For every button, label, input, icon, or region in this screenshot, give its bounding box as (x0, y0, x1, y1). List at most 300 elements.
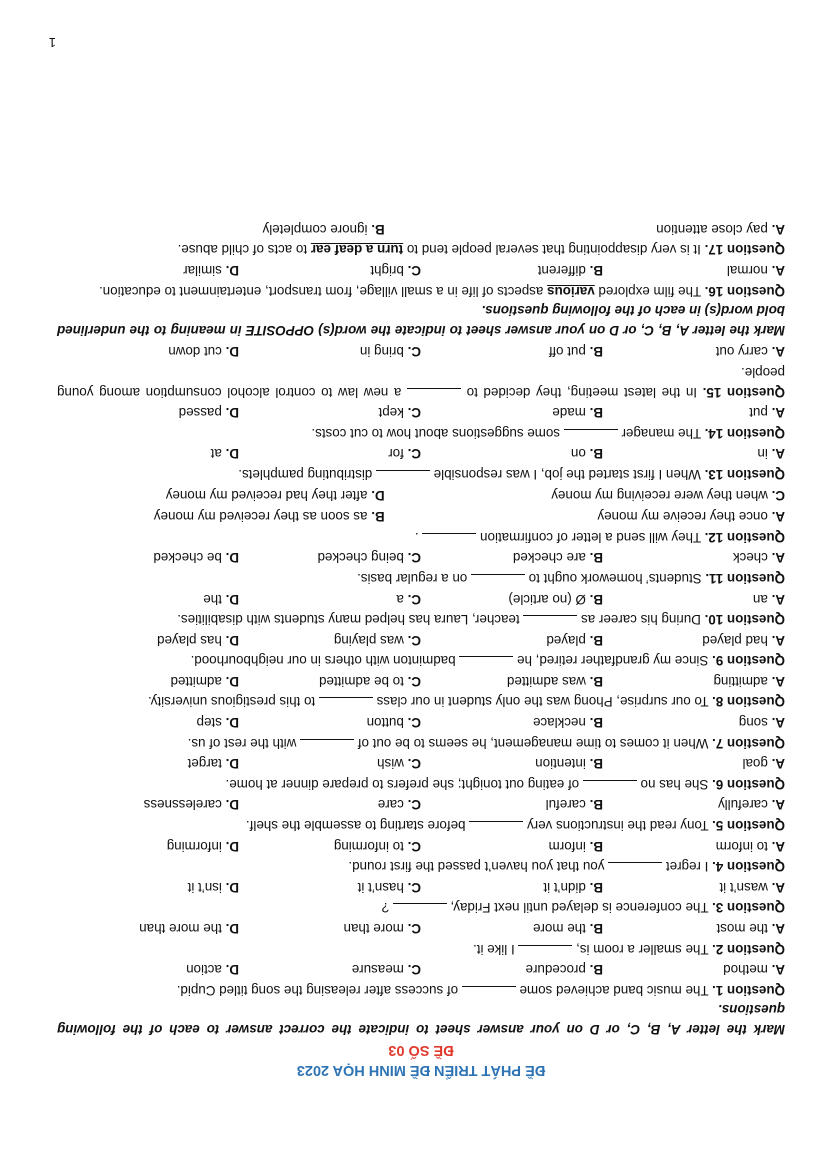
option-text: action (186, 962, 222, 978)
option-letter: B. (589, 446, 603, 462)
option-letter: A. (771, 550, 785, 566)
answer-options (57, 753, 785, 775)
option-text: to informing (333, 838, 404, 854)
section-2-instruction: Mark the letter A, B, C, or D on your answer sheet to indicate the word(s) OPPOSITE in meaning to the underlined bold word(s) in each of the following questions. (57, 303, 785, 338)
answer-blank[interactable] (518, 945, 572, 958)
option-text: kept (378, 405, 404, 421)
answer-option[interactable] (57, 443, 239, 465)
question-stem-end: . (414, 529, 423, 545)
answer-option[interactable] (57, 402, 239, 424)
answer-option[interactable] (239, 588, 421, 610)
question-stem-end: I like it. (473, 941, 519, 957)
question-stem-start: To our surprise, Phong was the only student in our class (372, 694, 713, 710)
exam-title: ĐỀ PHÁT TRIỂN ĐỀ MINH HỌA 2023 (296, 1062, 546, 1078)
answer-option[interactable] (603, 547, 785, 569)
answer-option[interactable] (421, 917, 603, 939)
question-item (57, 218, 785, 259)
option-text: pay close attention (656, 221, 768, 237)
option-text: to inform (715, 838, 768, 854)
question-stem-start: During his career as (577, 612, 705, 628)
answer-option[interactable] (603, 753, 785, 775)
answer-option[interactable] (421, 341, 603, 363)
question-text (57, 939, 785, 959)
page-number: 1 (48, 35, 56, 50)
option-letter: A. (771, 446, 785, 462)
answer-options (57, 959, 785, 981)
answer-option[interactable] (239, 670, 421, 692)
answer-options (57, 629, 785, 651)
answer-option[interactable] (603, 259, 785, 281)
question-stem-start: I regret (662, 859, 713, 875)
answer-option[interactable] (239, 959, 421, 981)
question-stem-start: The music band achieved some (515, 982, 713, 998)
question-text (57, 774, 785, 794)
option-letter: B. (589, 797, 603, 813)
answer-blank[interactable] (469, 821, 523, 834)
answer-option[interactable] (421, 547, 603, 569)
option-text: once they receive my money (597, 509, 768, 525)
question-stem-start: In the latest meeting, they decided to (461, 384, 703, 400)
answer-option[interactable] (57, 959, 239, 981)
option-text: bring in (359, 344, 404, 360)
answer-option[interactable] (603, 917, 785, 939)
option-text: check (732, 550, 768, 566)
option-text: put (749, 405, 768, 421)
question-item (57, 588, 785, 629)
answer-option[interactable] (239, 794, 421, 816)
answer-blank[interactable] (459, 656, 513, 669)
option-letter: B. (371, 509, 385, 525)
option-text: on (570, 446, 586, 462)
option-letter: D. (225, 446, 239, 462)
option-letter: C. (407, 715, 421, 731)
option-letter: A. (771, 405, 785, 421)
option-letter: C. (407, 879, 421, 895)
question-text (57, 815, 785, 835)
option-letter: C. (407, 550, 421, 566)
answer-option[interactable] (603, 588, 785, 610)
question-item (57, 547, 785, 588)
option-text: carefully (717, 797, 768, 813)
answer-option[interactable] (57, 341, 239, 363)
answer-blank[interactable] (608, 862, 662, 875)
answer-option[interactable] (57, 794, 239, 816)
answer-blank[interactable] (300, 739, 354, 752)
option-letter: A. (771, 673, 785, 689)
answer-option[interactable] (57, 259, 239, 281)
option-letter: B. (589, 405, 603, 421)
answer-option[interactable] (603, 835, 785, 857)
option-text: step (196, 715, 222, 731)
question-number: Question 5. (712, 818, 785, 834)
option-letter: D. (225, 673, 239, 689)
option-letter: A. (771, 591, 785, 607)
option-text: carelessness (143, 797, 222, 813)
section-1-instruction: Mark the letter A, B, C, or D on your answer sheet to indicate the correct answer to each of the following questions. (57, 1002, 785, 1037)
section-2-questions (57, 218, 785, 300)
question-number: Question 10. (704, 612, 785, 628)
option-letter: B. (589, 591, 603, 607)
option-text: target (187, 756, 222, 772)
question-text (57, 568, 785, 588)
answer-blank[interactable] (564, 429, 618, 442)
question-stem-end: aspects of life in a small village, from transport, entertainment to education. (99, 283, 548, 299)
option-text: are checked (512, 550, 586, 566)
option-letter: D. (225, 591, 239, 607)
question-stem-end: distributing pamphlets. (238, 466, 376, 482)
question-item (57, 794, 785, 835)
answer-options (57, 218, 785, 240)
option-letter: A. (771, 715, 785, 731)
answer-option[interactable] (57, 218, 385, 240)
question-number: Question 14. (704, 425, 785, 441)
option-text: made (552, 405, 586, 421)
option-text: at (210, 446, 222, 462)
option-text: the most (716, 921, 768, 937)
question-stem-end: ? (381, 900, 393, 916)
option-letter: B. (589, 838, 603, 854)
answer-options (57, 484, 785, 506)
question-item (57, 629, 785, 670)
answer-options (57, 794, 785, 816)
answer-option[interactable] (421, 670, 603, 692)
question-stem-end: with the rest of us. (187, 735, 301, 751)
question-stem-end: some suggestions about how to cut costs. (311, 425, 564, 441)
answer-options (57, 670, 785, 692)
option-text: bright (370, 263, 404, 279)
question-item (57, 835, 785, 876)
option-letter: C. (407, 591, 421, 607)
answer-options-block (57, 484, 785, 527)
option-text: measure (351, 962, 404, 978)
answer-blank[interactable] (462, 986, 516, 999)
option-text: normal (726, 263, 768, 279)
question-number: Question 2. (712, 941, 785, 957)
question-number: Question 9. (712, 653, 785, 669)
option-letter: C. (407, 263, 421, 279)
answer-option[interactable] (57, 629, 239, 651)
option-text: the more (533, 921, 586, 937)
question-item (57, 670, 785, 711)
answer-option[interactable] (57, 917, 239, 939)
answer-option[interactable] (421, 712, 603, 734)
answer-option[interactable] (603, 341, 785, 363)
option-text: cut down (168, 344, 222, 360)
answer-option[interactable] (385, 484, 785, 506)
option-letter: B. (589, 550, 603, 566)
option-text: informing (166, 838, 222, 854)
option-text: didn’t it (543, 879, 586, 895)
question-text (57, 423, 785, 443)
option-text: different (537, 263, 586, 279)
option-text: hasn’t it (357, 879, 404, 895)
option-letter: B. (589, 632, 603, 648)
question-stem-start: It is very disappointing that several people tend to (403, 242, 705, 258)
answer-option[interactable] (603, 876, 785, 898)
option-letter: A. (771, 221, 785, 237)
question-stem-end: badminton with others in our neighbourhood. (190, 653, 460, 669)
answer-option[interactable] (603, 629, 785, 651)
option-letter: D. (225, 838, 239, 854)
answer-option[interactable] (57, 753, 239, 775)
option-letter: A. (771, 921, 785, 937)
question-text (57, 692, 785, 712)
option-letter: B. (589, 756, 603, 772)
option-letter: A. (771, 344, 785, 360)
answer-option[interactable] (239, 629, 421, 651)
option-letter: A. (771, 756, 785, 772)
answer-option[interactable] (421, 443, 603, 465)
option-letter: D. (371, 487, 385, 503)
question-item (57, 402, 785, 443)
option-letter: A. (771, 263, 785, 279)
option-letter: D. (225, 756, 239, 772)
answer-option[interactable] (421, 835, 603, 857)
option-text: had played (702, 632, 768, 648)
option-text: be checked (153, 550, 222, 566)
question-number: Question 15. (702, 384, 785, 400)
answer-option[interactable] (57, 670, 239, 692)
answer-option[interactable] (239, 917, 421, 939)
question-stem-end: teacher, Laura has helped many students with disabilities. (177, 612, 524, 628)
option-letter: D. (225, 797, 239, 813)
option-text: played (546, 632, 586, 648)
option-text: necklace (533, 715, 586, 731)
option-text: isn’t it (187, 879, 222, 895)
question-stem-end: before starting to assemble the shelf. (245, 818, 470, 834)
option-letter: B. (589, 715, 603, 731)
answer-blank[interactable] (583, 780, 637, 793)
option-letter: D. (225, 550, 239, 566)
question-stem-start: She has no (636, 776, 713, 792)
question-stem-start: They will send a letter of confirmation (476, 529, 705, 545)
question-item (57, 341, 785, 402)
question-stem-end: to acts of child abuse. (177, 242, 311, 258)
option-text: being checked (317, 550, 404, 566)
option-letter: B. (589, 879, 603, 895)
answer-option[interactable] (421, 259, 603, 281)
question-number: Question 13. (704, 466, 785, 482)
option-letter: D. (225, 405, 239, 421)
option-letter: A. (771, 509, 785, 525)
question-text (57, 240, 785, 260)
answer-option[interactable] (239, 259, 421, 281)
question-text (57, 281, 785, 301)
option-letter: C. (407, 921, 421, 937)
option-text: more than (343, 921, 404, 937)
question-number: Question 7. (712, 735, 785, 751)
option-text: a (396, 591, 404, 607)
question-item (57, 712, 785, 753)
answer-option[interactable] (239, 876, 421, 898)
option-text: when they were receiving my money (551, 487, 768, 503)
exam-content (57, 218, 785, 1080)
option-letter: B. (589, 263, 603, 279)
option-text: method (723, 962, 768, 978)
option-letter: B. (371, 221, 385, 237)
answer-options (57, 588, 785, 610)
question-number: Question 12. (704, 529, 785, 545)
answer-option[interactable] (603, 670, 785, 692)
answer-option[interactable] (421, 402, 603, 424)
option-text: was playing (333, 632, 404, 648)
option-letter: C. (407, 344, 421, 360)
question-stem-start: Since my grandfather retired, he (513, 653, 713, 669)
question-stem-start: Students’ homework ought to (524, 570, 706, 586)
answer-option[interactable] (57, 588, 239, 610)
answer-option[interactable] (239, 753, 421, 775)
question-number: Question 3. (712, 900, 785, 916)
answer-options (57, 443, 785, 465)
question-item (57, 876, 785, 917)
option-letter: D. (225, 921, 239, 937)
question-text (57, 733, 785, 753)
option-text: as soon as they received my money (153, 509, 368, 525)
answer-options (57, 506, 785, 528)
answer-blank[interactable] (422, 533, 476, 546)
option-text: in (757, 446, 768, 462)
question-stem-end: of success after releasing the song titled Cupid. (176, 982, 462, 998)
question-number: Question 11. (705, 570, 785, 586)
question-stem-start: The conference is delayed until next Friday, (446, 900, 713, 916)
answer-options (57, 835, 785, 857)
answer-option[interactable] (57, 484, 385, 506)
answer-option[interactable] (603, 794, 785, 816)
answer-option[interactable] (57, 547, 239, 569)
answer-option[interactable] (603, 712, 785, 734)
option-text: song (738, 715, 768, 731)
option-text: wish (377, 756, 404, 772)
answer-blank[interactable] (376, 470, 430, 483)
answer-option[interactable] (57, 712, 239, 734)
answer-options (57, 259, 785, 281)
question-stem-start: Tony read the instructions very (523, 818, 713, 834)
option-text: an (752, 591, 768, 607)
question-number: Question 17. (704, 242, 785, 258)
question-stem-start: The film explored (594, 283, 705, 299)
answer-option[interactable] (385, 506, 785, 528)
answer-blank[interactable] (393, 903, 447, 916)
question-text (57, 527, 785, 547)
answer-option[interactable] (239, 547, 421, 569)
answer-option[interactable] (57, 506, 385, 528)
answer-option[interactable] (385, 218, 785, 240)
option-letter: A. (771, 797, 785, 813)
option-letter: D. (225, 962, 239, 978)
section-1-questions (57, 341, 785, 1000)
answer-option[interactable] (239, 443, 421, 465)
answer-options (57, 712, 785, 734)
option-text: similar (183, 263, 222, 279)
answer-option[interactable] (239, 341, 421, 363)
option-text: procedure (525, 962, 586, 978)
question-stem-end: you that you haven’t passed the first round. (348, 859, 609, 875)
answer-option[interactable] (57, 876, 239, 898)
question-number: Question 6. (712, 776, 785, 792)
question-stem-start: When I first started the job, I was responsible (429, 466, 705, 482)
answer-option[interactable] (603, 959, 785, 981)
question-item (57, 484, 785, 547)
answer-option[interactable] (603, 443, 785, 465)
option-letter: A. (771, 838, 785, 854)
answer-options (57, 876, 785, 898)
option-letter: C. (407, 962, 421, 978)
option-letter: C. (407, 405, 421, 421)
option-text: care (377, 797, 404, 813)
answer-option[interactable] (421, 959, 603, 981)
answer-option[interactable] (421, 876, 603, 898)
option-text: the more than (139, 921, 222, 937)
question-item (57, 443, 785, 484)
answer-blank[interactable] (319, 698, 373, 711)
option-text: Ø (no article) (508, 591, 586, 607)
option-text: careful (545, 797, 586, 813)
option-text: to be admitted (318, 673, 404, 689)
option-letter: C. (407, 673, 421, 689)
question-number: Question 1. (712, 982, 785, 998)
underlined-word: turn a deaf ear (310, 242, 404, 258)
question-stem-start: The manager (617, 425, 705, 441)
answer-option[interactable] (421, 629, 603, 651)
answer-options (57, 917, 785, 939)
underlined-word: various (547, 283, 595, 299)
option-text: button (366, 715, 404, 731)
option-text: for (388, 446, 404, 462)
option-text: admitted (170, 673, 222, 689)
option-text: passed (178, 405, 222, 421)
option-text: put off (548, 344, 586, 360)
option-letter: A. (771, 632, 785, 648)
answer-options (57, 402, 785, 424)
question-text (57, 857, 785, 877)
answer-blank[interactable] (471, 574, 525, 587)
answer-blank[interactable] (407, 388, 461, 401)
option-letter: B. (589, 921, 603, 937)
option-text: carry out (715, 344, 768, 360)
answer-option[interactable] (421, 753, 603, 775)
question-stem-start: When it comes to time management, he seems to be out of (354, 735, 713, 751)
answer-option[interactable] (239, 402, 421, 424)
option-text: inform (548, 838, 586, 854)
option-text: has played (157, 632, 222, 648)
question-stem-start: The smaller a room is, (572, 941, 713, 957)
option-letter: D. (225, 632, 239, 648)
option-letter: D. (225, 344, 239, 360)
option-text: the (203, 591, 222, 607)
answer-option[interactable] (421, 794, 603, 816)
option-letter: B. (589, 962, 603, 978)
question-stem-end: of eating out tonight; she prefers to prepare dinner at home. (225, 776, 583, 792)
question-stem-end: on a regular basis. (357, 570, 471, 586)
option-text: ignore completely (262, 221, 368, 237)
answer-option[interactable] (239, 712, 421, 734)
question-text (57, 980, 785, 1000)
option-letter: C. (407, 797, 421, 813)
answer-option[interactable] (57, 835, 239, 857)
answer-options (57, 341, 785, 363)
answer-blank[interactable] (523, 615, 577, 628)
answer-option[interactable] (603, 402, 785, 424)
question-text (57, 362, 785, 401)
option-letter: A. (771, 879, 785, 895)
option-letter: C. (407, 446, 421, 462)
option-letter: C. (407, 632, 421, 648)
answer-option[interactable] (239, 835, 421, 857)
answer-option[interactable] (421, 588, 603, 610)
question-stem-end: to this prestigious university. (147, 694, 319, 710)
option-text: goal (742, 756, 768, 772)
question-item (57, 917, 785, 958)
